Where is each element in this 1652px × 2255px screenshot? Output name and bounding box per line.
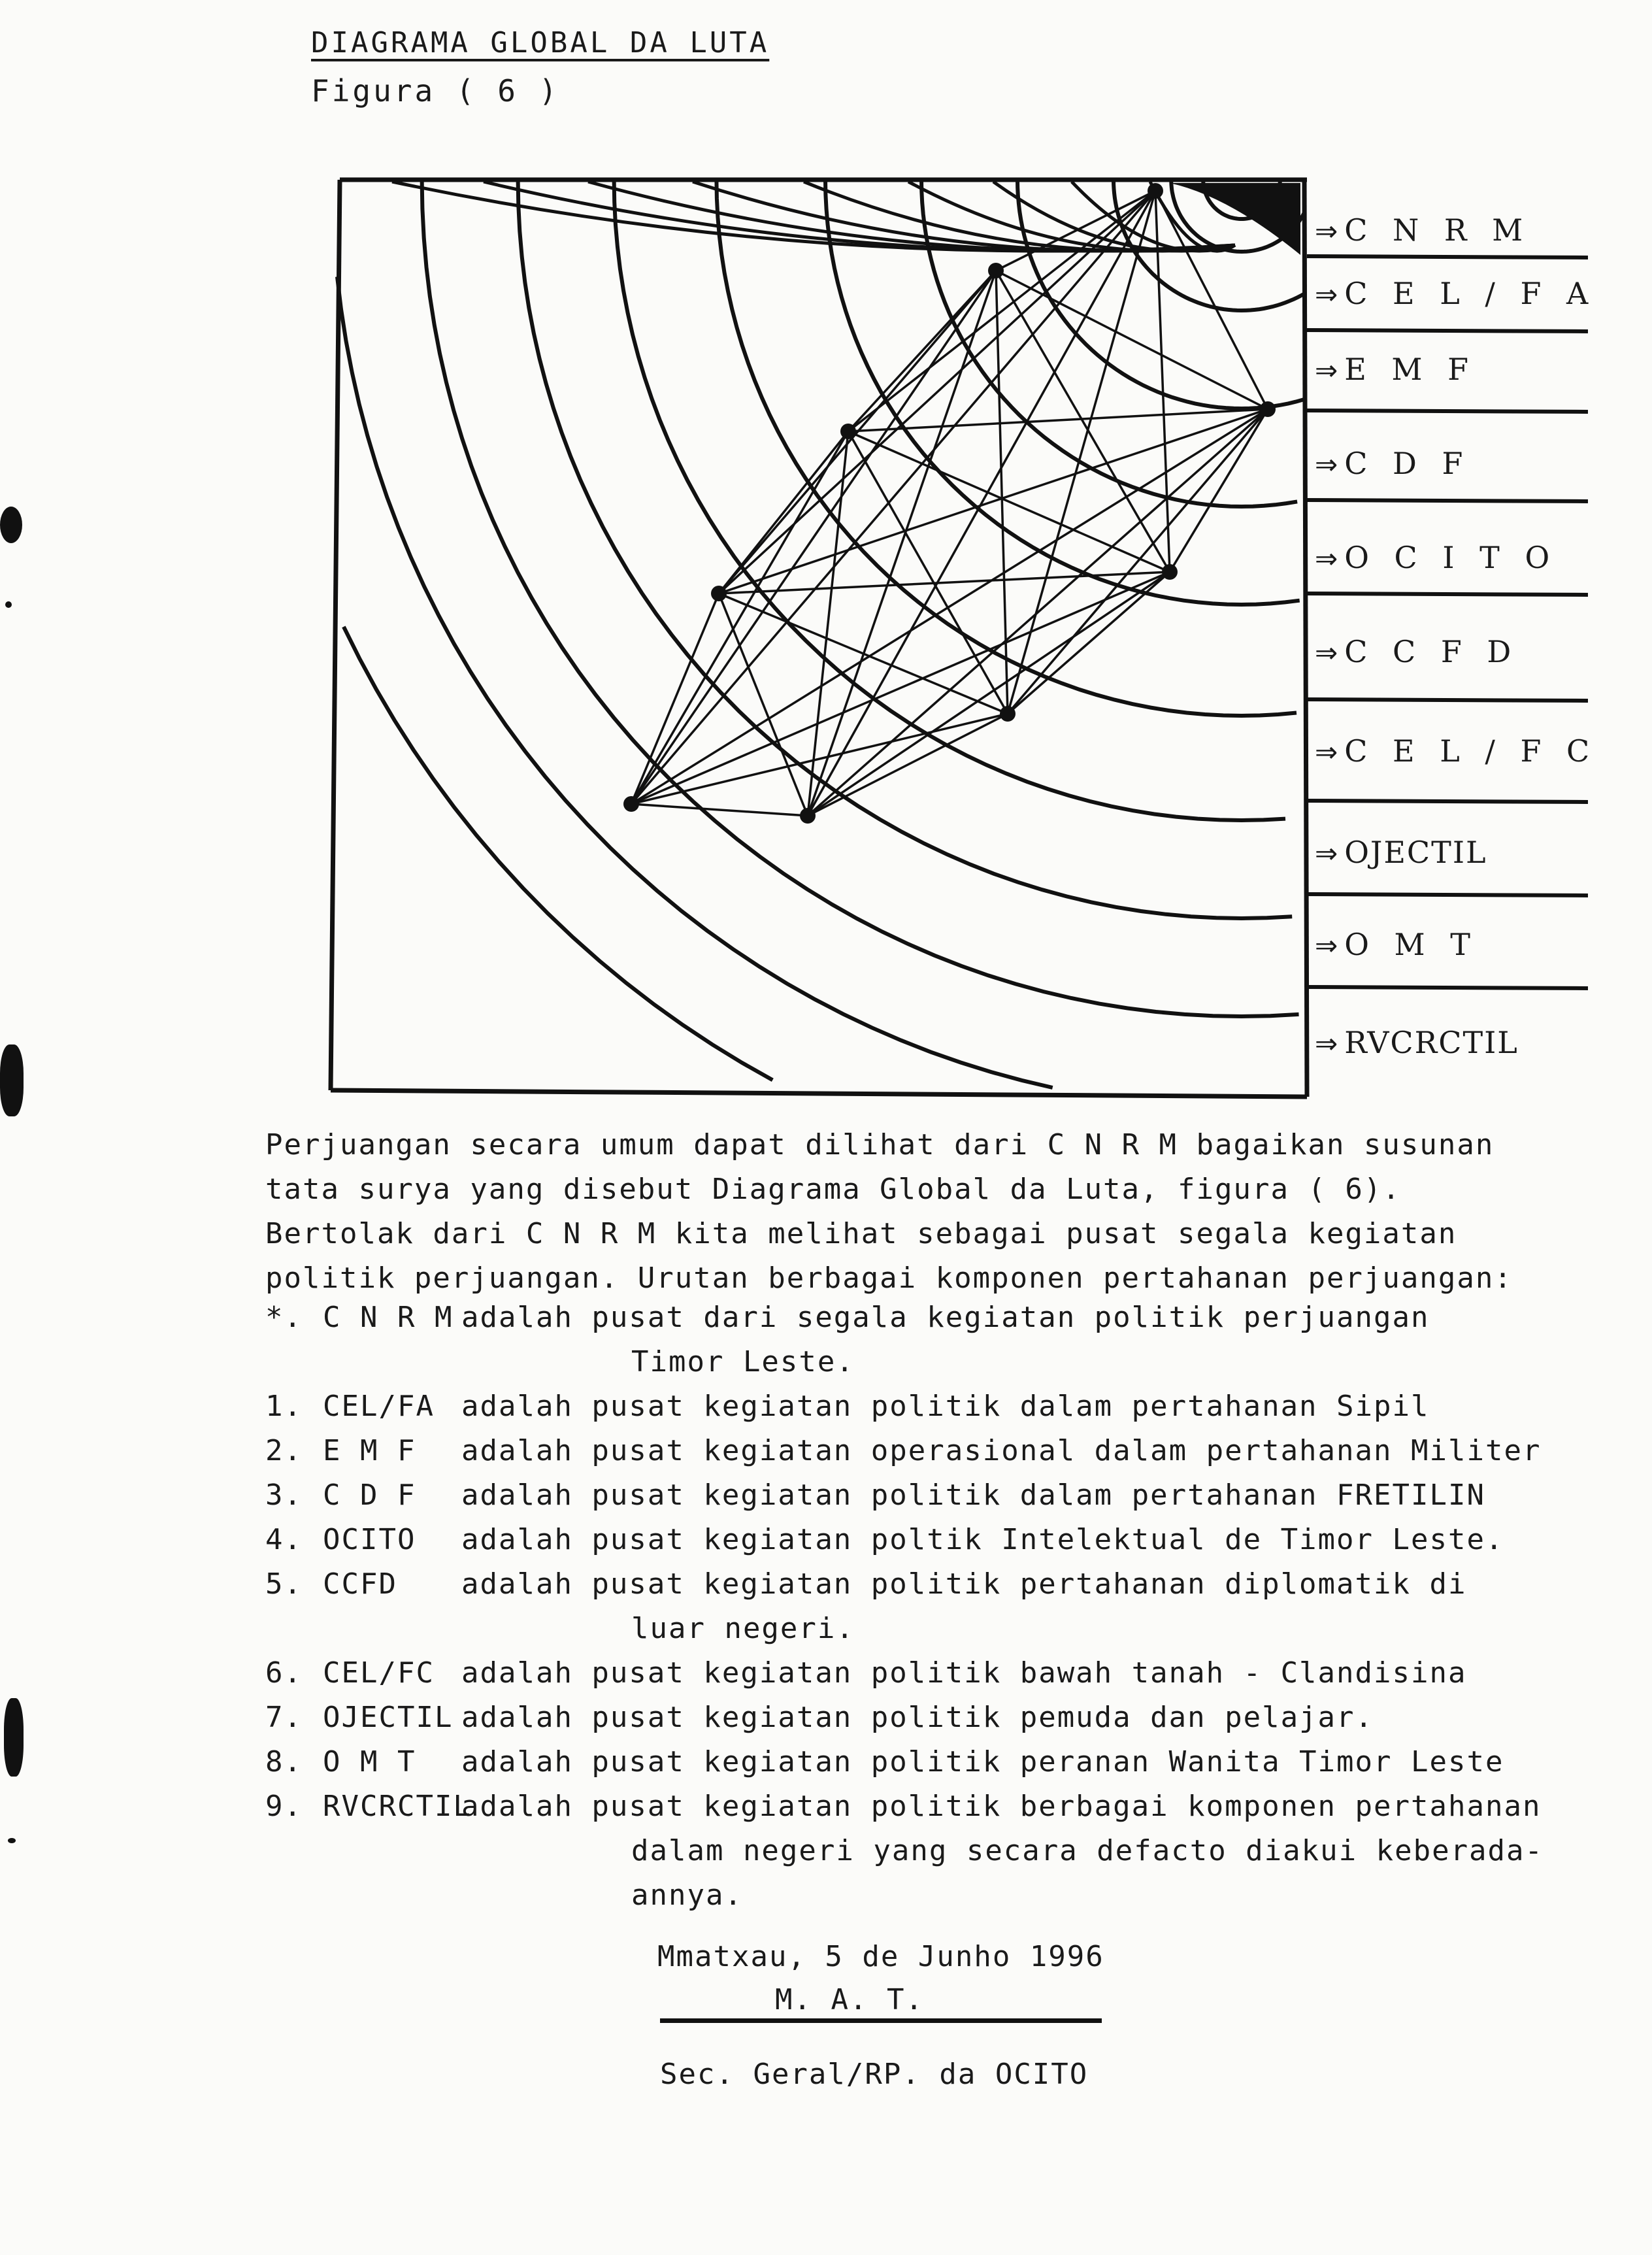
list-item: [265, 1656, 1644, 1701]
diagram-label-text: E M F: [1344, 352, 1477, 387]
list-number: 7.: [265, 1701, 303, 1734]
orbit-node: [1162, 564, 1178, 580]
list-number: 8.: [265, 1745, 303, 1779]
label-divider: [1307, 894, 1588, 895]
diagram-label-text: RVCRCTIL: [1344, 1025, 1519, 1060]
list-item: [265, 1434, 1644, 1478]
list-code: E M F: [323, 1434, 416, 1467]
label-divider: [1307, 500, 1588, 501]
orbit-arc: [337, 276, 1053, 1088]
label-divider: [1307, 699, 1588, 701]
connection-line: [808, 572, 1170, 816]
list-code: CEL/FC: [323, 1656, 435, 1690]
document-title: DIAGRAMA GLOBAL DA LUTA: [311, 26, 770, 59]
orbit-node: [1260, 401, 1276, 417]
orbit-node: [711, 586, 727, 601]
list-description: adalah pusat kegiatan politik berbagai komponen pertahanan: [461, 1790, 1542, 1823]
component-list: [265, 1301, 1644, 1923]
connection-line: [719, 593, 1008, 714]
list-code: CEL/FA: [323, 1390, 435, 1423]
list-description: adalah pusat kegiatan politik peranan Wanita Timor Leste: [461, 1745, 1504, 1779]
intro-paragraph: [265, 1123, 1625, 1301]
connection-line: [631, 804, 808, 816]
orbit-node: [1148, 183, 1163, 199]
diagram-label: [1315, 1025, 1519, 1060]
diagram-label-text: O M T: [1344, 927, 1478, 962]
label-divider: [1307, 410, 1588, 412]
diagram-label-text: OJECTIL: [1344, 835, 1487, 870]
diagram-label-text: C D F: [1344, 446, 1471, 481]
connection-line: [719, 191, 1155, 593]
punch-hole-mark: [4, 1698, 24, 1777]
list-description: adalah pusat kegiatan politik bawah tanah - Clandisina: [461, 1656, 1467, 1690]
list-description: adalah pusat kegiatan politik pemuda dan pelajar.: [461, 1701, 1374, 1734]
list-code: OCITO: [323, 1523, 416, 1556]
arrow-icon: ⇒: [1315, 637, 1338, 669]
list-code: C N R M: [323, 1301, 454, 1334]
intro-line: tata surya yang disebut Diagrama Global da Luta, figura ( 6).: [265, 1173, 1401, 1206]
diagram-label-text: C E L / F A: [1344, 276, 1596, 311]
diagram-label: [1315, 446, 1470, 481]
intro-line: Bertolak dari C N R M kita melihat sebagai pusat segala kegiatan: [265, 1217, 1457, 1250]
list-description: adalah pusat dari segala kegiatan politik perjuangan: [461, 1301, 1430, 1334]
list-code: OJECTIL: [323, 1701, 454, 1734]
list-description: adalah pusat kegiatan poltik Intelektual de Timor Leste.: [461, 1523, 1504, 1556]
arrow-icon: ⇒: [1315, 215, 1338, 247]
frame-right: [1304, 180, 1307, 1097]
list-item: [265, 1523, 1644, 1567]
radial-line: [588, 182, 1235, 251]
diagram-label: [1315, 212, 1530, 248]
label-divider: [1307, 593, 1588, 595]
list-code: RVCRCTIL: [323, 1790, 472, 1823]
punch-hole-mark: [0, 1044, 24, 1116]
punch-hole-mark: [0, 507, 22, 543]
label-divider: [1307, 256, 1588, 258]
orbit-node: [988, 263, 1004, 278]
list-code: CCFD: [323, 1567, 397, 1601]
orbit-node: [800, 808, 816, 824]
list-code: O M T: [323, 1745, 416, 1779]
list-number: 4.: [265, 1523, 303, 1556]
diagram-label: [1315, 352, 1476, 387]
arrow-icon: ⇒: [1315, 448, 1338, 480]
signature-initials: M. A. T.: [775, 1983, 924, 2016]
list-item: [265, 1301, 1644, 1390]
arrow-icon: ⇒: [1315, 837, 1338, 869]
arrow-icon: ⇒: [1315, 929, 1338, 961]
arrow-icon: ⇒: [1315, 1027, 1338, 1060]
list-number: 5.: [265, 1567, 303, 1601]
orbit-node: [623, 796, 639, 812]
arrow-icon: ⇒: [1315, 736, 1338, 768]
diagram-label-text: C N R M: [1344, 212, 1531, 248]
orbit-arc: [921, 180, 1297, 507]
orbit-node: [840, 424, 856, 439]
list-number: 6.: [265, 1656, 303, 1690]
diagram-label-text: C C F D: [1344, 634, 1519, 669]
label-divider: [1307, 987, 1588, 988]
list-description: adalah pusat kegiatan politik dalam pertahanan FRETILIN: [461, 1478, 1485, 1512]
diagram-label: [1315, 733, 1597, 769]
connection-line: [1170, 409, 1268, 572]
diagram-label-text: O C I T O: [1344, 540, 1558, 575]
signature-line: [660, 2018, 1102, 2023]
list-item: [265, 1390, 1644, 1434]
connection-line: [1155, 191, 1268, 409]
diagram-label: [1315, 634, 1519, 669]
intro-line: politik perjuangan. Urutan berbagai komponen pertahanan perjuangan:: [265, 1261, 1513, 1295]
arrow-icon: ⇒: [1315, 543, 1338, 575]
list-code: C D F: [323, 1478, 416, 1512]
scan-speck: [5, 601, 12, 608]
intro-line: Perjuangan secara umum dapat dilihat dari C N R M bagaikan susunan: [265, 1128, 1495, 1161]
list-description: adalah pusat kegiatan politik dalam pertahanan Sipil: [461, 1390, 1430, 1423]
list-item: [265, 1701, 1644, 1745]
orbit-arc: [344, 627, 772, 1080]
connection-line: [1008, 191, 1155, 714]
figure-caption: Figura ( 6 ): [311, 73, 560, 109]
list-number: 2.: [265, 1434, 303, 1467]
diagram-label-text: C E L / F C: [1344, 733, 1598, 769]
diagram-label: [1315, 835, 1487, 870]
connection-line: [631, 714, 1008, 804]
frame-left: [331, 180, 340, 1090]
connection-line: [631, 271, 996, 804]
diagram-label: [1315, 927, 1478, 962]
list-continuation: annya.: [631, 1879, 743, 1912]
signatory-role: Sec. Geral/RP. da OCITO: [660, 2058, 1089, 2091]
label-divider: [1307, 801, 1588, 802]
list-item: [265, 1478, 1644, 1523]
list-continuation: luar negeri.: [631, 1612, 855, 1645]
list-item: [265, 1567, 1644, 1656]
arrow-icon: ⇒: [1315, 278, 1338, 310]
list-number: *.: [265, 1301, 303, 1334]
list-number: 9.: [265, 1790, 303, 1823]
arrow-icon: ⇒: [1315, 354, 1338, 386]
connection-line: [848, 431, 1008, 714]
connection-line: [848, 409, 1268, 431]
diagram-label: [1315, 540, 1557, 575]
list-continuation: dalam negeri yang secara defacto diakui keberada-: [631, 1834, 1544, 1867]
label-divider: [1307, 330, 1588, 331]
list-description: adalah pusat kegiatan operasional dalam pertahanan Militer: [461, 1434, 1542, 1467]
list-description: adalah pusat kegiatan politik pertahanan diplomatik di: [461, 1567, 1467, 1601]
list-number: 3.: [265, 1478, 303, 1512]
list-item: [265, 1790, 1644, 1923]
connection-line: [1008, 409, 1268, 714]
list-number: 1.: [265, 1390, 303, 1423]
orbit-node: [1000, 706, 1016, 722]
list-continuation: Timor Leste.: [631, 1345, 855, 1378]
diagram-label: [1315, 276, 1596, 311]
list-item: [265, 1745, 1644, 1790]
scan-speck: [8, 1838, 16, 1843]
place-date: Mmatxau, 5 de Junho 1996: [657, 1940, 1104, 1973]
frame-bottom: [331, 1090, 1307, 1097]
